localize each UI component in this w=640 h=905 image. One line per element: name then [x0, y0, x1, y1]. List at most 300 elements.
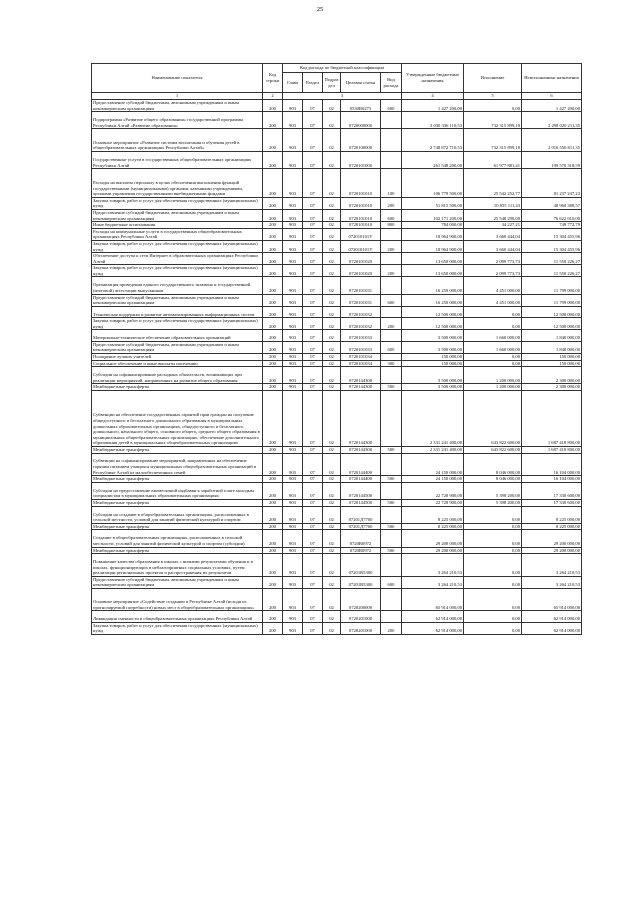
row-unexecuted: 15 304 455,96 [522, 240, 582, 252]
row-code: 200 [263, 482, 283, 499]
row-vid: 600 [381, 100, 402, 112]
index-2: 2 [263, 93, 283, 100]
row-target: 0720201000 [341, 611, 381, 622]
row-executed: 0,00 [464, 506, 522, 523]
row-target: 0720144300 [341, 384, 381, 391]
row-unexecuted: 62 914 000,00 [522, 611, 582, 622]
row-podrazdel: 02 [323, 228, 341, 240]
table-row [92, 129, 582, 152]
row-target: 0720144500 [341, 482, 381, 499]
table-row [92, 240, 582, 252]
row-code: 200 [263, 390, 283, 446]
row-target: 0720101031 [341, 294, 381, 306]
row-razdel: 07 [303, 306, 323, 317]
row-name: Предоставление субсидий бюджетным, автономным учреждениям и иным некоммерческим организациям [92, 341, 263, 353]
row-unexecuted: 3 264 210,53 [522, 554, 582, 577]
row-code: 200 [263, 129, 283, 152]
row-podrazdel: 02 [323, 506, 341, 523]
row-podrazdel: 02 [323, 588, 341, 611]
row-vid: 500 [381, 547, 402, 554]
row-target: 0720101000 [341, 151, 381, 168]
row-approved: 18 964 900,00 [402, 240, 464, 252]
row-name: Межбюджетные трансферты [92, 476, 263, 483]
row-glava: 903 [283, 169, 303, 198]
table-row [92, 306, 582, 317]
table-row [92, 169, 582, 198]
row-executed: 643 822 600,00 [464, 446, 522, 453]
row-razdel: 07 [303, 367, 323, 384]
row-podrazdel: 02 [323, 622, 341, 634]
row-code: 200 [263, 499, 283, 506]
row-target: 0720R0972 [341, 547, 381, 554]
row-target: 0720101032 [341, 318, 381, 330]
row-razdel: 07 [303, 294, 323, 306]
row-target: 0720101010 [341, 222, 381, 229]
row-approved: 106 779 500,00 [402, 169, 464, 198]
row-name: Межбюджетные трансферты [92, 384, 263, 391]
row-glava: 903 [283, 453, 303, 476]
row-unexecuted: 150 000,00 [522, 354, 582, 361]
row-target: 0720100000 [341, 129, 381, 152]
row-glava: 903 [283, 360, 303, 367]
row-code: 200 [263, 523, 283, 530]
row-podrazdel: 02 [323, 341, 341, 353]
row-unexecuted: 199 570 318,59 [522, 151, 582, 168]
row-executed: 732 315 899,18 [464, 129, 522, 152]
row-glava: 903 [283, 523, 303, 530]
row-executed: 1 660 000,00 [464, 330, 522, 341]
row-name: Субвенции на обеспечение государственных гарантий прав граждан на получение общедоступного и бесплатного дошкольного образования в муниципальных дошкольных образовательных организациях, общедоступного и бесплатного дошкольного, начального общего, основного общего, среднего общего образования в муниципальных общеобразовательных организациях, обеспечение дополнительного образования детей в муниципальных общеобразовательных организациях [92, 390, 263, 446]
row-approved: 24 150 000,00 [402, 476, 464, 483]
row-vid: 200 [381, 197, 402, 209]
row-code: 200 [263, 169, 283, 198]
row-glava: 903 [283, 306, 303, 317]
row-target: 0720201000 [341, 622, 381, 634]
row-target: 0720101010 [341, 209, 381, 221]
row-podrazdel: 02 [323, 209, 341, 221]
table-row [92, 384, 582, 391]
row-podrazdel: 02 [323, 151, 341, 168]
table-body [92, 100, 582, 635]
row-executed: 2 099 773,73 [464, 253, 522, 265]
row-code: 200 [263, 554, 283, 577]
row-executed: 5 398 200,00 [464, 499, 522, 506]
row-podrazdel: 02 [323, 453, 341, 476]
row-name: Субсидии на создание в общеобразовательных организациях, расположенных в сельской местности, условий для занятий физической культурой и спортом [92, 506, 263, 523]
row-glava: 903 [283, 112, 303, 129]
row-razdel: 07 [303, 209, 323, 221]
row-glava: 903 [283, 446, 303, 453]
row-podrazdel: 02 [323, 367, 341, 384]
row-name: Предоставление субсидий бюджетным, автономным учреждениям и иным некоммерческим организациям [92, 294, 263, 306]
row-podrazdel: 02 [323, 482, 341, 499]
row-vid [381, 228, 402, 240]
row-podrazdel: 02 [323, 384, 341, 391]
row-target: 0720101032 [341, 306, 381, 317]
row-podrazdel: 02 [323, 576, 341, 588]
row-glava: 903 [283, 228, 303, 240]
row-glava: 903 [283, 277, 303, 294]
row-unexecuted: 17 330 600,00 [522, 499, 582, 506]
row-executed: 1 660 000,00 [464, 341, 522, 353]
row-name: Создание в общеобразовательных организациях, расположенных в сельской местности, условий для занятий физической культурой и спортом (субсидии) [92, 530, 263, 547]
row-code: 200 [263, 222, 283, 229]
row-code: 200 [263, 209, 283, 221]
row-unexecuted: 11 550 226,27 [522, 265, 582, 277]
table-row [92, 523, 582, 530]
row-executed: 3 660 444,04 [464, 240, 522, 252]
row-glava: 903 [283, 390, 303, 446]
row-glava: 903 [283, 265, 303, 277]
row-razdel: 07 [303, 129, 323, 152]
row-podrazdel: 02 [323, 112, 341, 129]
row-executed: 643 822 600,00 [464, 390, 522, 446]
row-name: Материально-техническое обеспечение образовательных организаций [92, 330, 263, 341]
row-vid: 200 [381, 622, 402, 634]
table-row [92, 277, 582, 294]
row-razdel: 07 [303, 228, 323, 240]
row-glava: 903 [283, 100, 303, 112]
row-code: 200 [263, 100, 283, 112]
row-unexecuted: 81 237 247,23 [522, 169, 582, 198]
row-name: Поощрение лучших учителей [92, 354, 263, 361]
row-target: 0720144300 [341, 390, 381, 446]
row-approved: 3 030 336 110,53 [402, 112, 464, 129]
row-code: 200 [263, 547, 283, 554]
row-executed: 0,00 [464, 611, 522, 622]
row-approved: 3 264 210,53 [402, 554, 464, 577]
row-glava: 903 [283, 367, 303, 384]
row-razdel: 07 [303, 482, 323, 499]
row-podrazdel: 02 [323, 253, 341, 265]
row-code: 200 [263, 306, 283, 317]
row-unexecuted: 12 500 000,00 [522, 318, 582, 330]
row-executed: 0,00 [464, 318, 522, 330]
row-name: Межбюджетные трансферты [92, 523, 263, 530]
row-name: Основное мероприятие «Содействие созданию в Республике Алтай (исходя из прогнозируемой потребности) новых мест в общеобразовательных организациях» [92, 588, 263, 611]
row-glava: 903 [283, 330, 303, 341]
table-row [92, 294, 582, 306]
row-unexecuted: 749 772,79 [522, 222, 582, 229]
index-1: 1 [92, 93, 263, 100]
row-name: Субсидии на предоставление ежемесячной надбавки к заработной плате молодым специалистам в муниципальных образовательных организациях [92, 482, 263, 499]
row-approved: 1 427 200,00 [402, 100, 464, 112]
table-row [92, 499, 582, 506]
row-razdel: 07 [303, 222, 323, 229]
header-podrazdel: Подраз дел [323, 73, 341, 93]
row-approved: 29 200 000,00 [402, 530, 464, 547]
row-code: 200 [263, 354, 283, 361]
table-row [92, 222, 582, 229]
header-vid: Вид расхода [381, 73, 402, 93]
row-unexecuted: 11 799 000,00 [522, 294, 582, 306]
row-code: 200 [263, 360, 283, 367]
row-name: Закупка товаров, работ и услуг для обеспечения государственных (муниципальных) нужд [92, 197, 263, 209]
row-vid: 300 [381, 360, 402, 367]
table-row [92, 367, 582, 384]
row-razdel: 07 [303, 151, 323, 168]
row-unexecuted: 76 622 910,00 [522, 209, 582, 221]
row-approved: 2 331 241 400,00 [402, 390, 464, 446]
row-name: Субсидии на софинансирование расходных обязательств, возникающих при реализации мероприятий, направленных на развитие общего образования [92, 367, 263, 384]
row-glava: 903 [283, 341, 303, 353]
row-glava: 903 [283, 240, 303, 252]
row-approved: 3 264 210,53 [402, 576, 464, 588]
table-row [92, 253, 582, 265]
row-vid [381, 506, 402, 523]
row-podrazdel: 02 [323, 523, 341, 530]
row-code: 200 [263, 530, 283, 547]
row-razdel: 07 [303, 253, 323, 265]
row-unexecuted: 16 104 000,00 [522, 476, 582, 483]
row-target: 0720101020 [341, 265, 381, 277]
row-razdel: 07 [303, 476, 323, 483]
row-target: 07201R5300 [341, 554, 381, 577]
row-name: Закупка товаров, работ и услуг для обеспечения государственных (муниципальных) нужд [92, 318, 263, 330]
row-name: Закупка товаров, работ и услуг для обеспечения государственных (муниципальных) нужд [92, 622, 263, 634]
table-row [92, 482, 582, 499]
table-row [92, 341, 582, 353]
row-target: 072010101У [341, 228, 381, 240]
row-executed: 0,00 [464, 530, 522, 547]
row-razdel: 07 [303, 197, 323, 209]
row-unexecuted: 12 500 000,00 [522, 306, 582, 317]
row-executed: 3 660 444,04 [464, 228, 522, 240]
row-name: Обеспечение доступа к сети Интернет в образовательных организациях Республики Алтай [92, 253, 263, 265]
row-executed: 1 200 000,00 [464, 367, 522, 384]
row-approved: 13 650 000,00 [402, 265, 464, 277]
row-glava: 903 [283, 506, 303, 523]
row-vid [381, 482, 402, 499]
row-target: 0720144300 [341, 446, 381, 453]
row-approved: 62 914 000,00 [402, 622, 464, 634]
row-target: 0720101034 [341, 354, 381, 361]
row-razdel: 07 [303, 523, 323, 530]
row-podrazdel: 02 [323, 330, 341, 341]
row-razdel: 07 [303, 622, 323, 634]
row-target: 0720101031 [341, 277, 381, 294]
row-unexecuted: 65 914 000,00 [522, 588, 582, 611]
row-unexecuted: 62 914 000,00 [522, 622, 582, 634]
row-target: 07201Д7700 [341, 523, 381, 530]
row-podrazdel: 02 [323, 530, 341, 547]
row-unexecuted: 8 225 000,00 [522, 523, 582, 530]
row-razdel: 07 [303, 277, 323, 294]
row-name: Государственные услуги в государственных общеобразовательных организациях Республики Алтай [92, 151, 263, 168]
row-name: Предоставление субсидий бюджетным, автономным учреждениям и иным некоммерческим организациям [92, 100, 263, 112]
row-name: Межбюджетные трансферты [92, 547, 263, 554]
row-target: 0720144300 [341, 367, 381, 384]
row-executed: 1 200 000,00 [464, 384, 522, 391]
table-row [92, 506, 582, 523]
row-podrazdel: 02 [323, 129, 341, 152]
row-razdel: 07 [303, 530, 323, 547]
row-podrazdel: 02 [323, 499, 341, 506]
row-executed: 0,00 [464, 523, 522, 530]
row-podrazdel: 02 [323, 390, 341, 446]
row-approved: 8 225 000,00 [402, 523, 464, 530]
row-razdel: 07 [303, 318, 323, 330]
row-code: 200 [263, 476, 283, 483]
table-row [92, 453, 582, 476]
row-glava: 903 [283, 530, 303, 547]
row-target: 0720101010 [341, 197, 381, 209]
row-vid: 600 [381, 341, 402, 353]
row-executed: 34 227,21 [464, 222, 522, 229]
row-code: 200 [263, 277, 283, 294]
row-name: Закупка товаров, работ и услуг для обеспечения государственных (муниципальных) нужд [92, 265, 263, 277]
row-code: 200 [263, 294, 283, 306]
row-glava: 903 [283, 294, 303, 306]
row-target: 0720101034 [341, 360, 381, 367]
row-razdel: 07 [303, 554, 323, 577]
row-vid [381, 453, 402, 476]
row-vid: 600 [381, 576, 402, 588]
row-name: Расходы на коммунальные услуги в государственных общеобразовательных организациях Республики Алтай [92, 228, 263, 240]
row-approved: 24 150 000,00 [402, 453, 464, 476]
header-budget-class: Код расхода по бюджетной классификации [283, 64, 402, 73]
table-row [92, 530, 582, 547]
row-approved: 2 748 872 710,53 [402, 129, 464, 152]
row-name: Расходы на выплаты персоналу в целях обеспечения выполнения функций государственными (муниципальными) органами, казенными учреждениями, органами управления государственными внебюджетными фондами [92, 169, 263, 198]
row-name: Социальное обеспечение и иные выплаты населению [92, 360, 263, 367]
row-code: 200 [263, 318, 283, 330]
row-vid [381, 129, 402, 152]
row-podrazdel: 02 [323, 306, 341, 317]
row-vid [381, 277, 402, 294]
row-executed: 8 046 000,00 [464, 453, 522, 476]
row-executed: 0,00 [464, 554, 522, 577]
row-vid: 600 [381, 209, 402, 221]
row-razdel: 07 [303, 506, 323, 523]
row-target: 072010101У [341, 240, 381, 252]
row-code: 200 [263, 611, 283, 622]
row-glava: 903 [283, 151, 303, 168]
row-executed: 0,00 [464, 588, 522, 611]
row-target: 0720101010 [341, 169, 381, 198]
row-vid: 100 [381, 169, 402, 198]
row-executed: 0,00 [464, 360, 522, 367]
row-unexecuted: 2 298 020 211,35 [522, 112, 582, 129]
row-vid: 500 [381, 446, 402, 453]
row-vid [381, 588, 402, 611]
row-executed: 10 855 111,43 [464, 197, 522, 209]
index-6: 6 [522, 93, 582, 100]
row-approved: 13 650 000,00 [402, 253, 464, 265]
row-code: 200 [263, 622, 283, 634]
row-razdel: 07 [303, 588, 323, 611]
row-code: 200 [263, 151, 283, 168]
table-row [92, 390, 582, 446]
row-podrazdel: 02 [323, 100, 341, 112]
row-razdel: 07 [303, 100, 323, 112]
header-razdel: Раздел [303, 73, 323, 93]
row-target: 07201Д7700 [341, 506, 381, 523]
row-approved: 784 000,00 [402, 222, 464, 229]
row-approved: 22 728 900,00 [402, 482, 464, 499]
row-podrazdel: 02 [323, 265, 341, 277]
row-target: 0720144500 [341, 499, 381, 506]
row-vid: 500 [381, 499, 402, 506]
row-unexecuted: 3 264 210,53 [522, 576, 582, 588]
row-approved: 8 225 000,00 [402, 506, 464, 523]
row-target: 0720R0972 [341, 530, 381, 547]
row-vid [381, 367, 402, 384]
row-approved: 12 500 000,00 [402, 318, 464, 330]
row-approved: 65 914 000,00 [402, 588, 464, 611]
row-approved: 29 200 000,00 [402, 547, 464, 554]
row-code: 200 [263, 253, 283, 265]
row-vid: 500 [381, 523, 402, 530]
header-approved: Утвержденные бюджетные назначения [402, 64, 464, 93]
row-executed: 0,00 [464, 576, 522, 588]
row-unexecuted: 1 687 418 800,00 [522, 446, 582, 453]
row-podrazdel: 02 [323, 476, 341, 483]
row-name: Ликвидация сменности в общеобразовательных организациях Республики Алтай [92, 611, 263, 622]
row-podrazdel: 02 [323, 197, 341, 209]
row-unexecuted: 1 840 000,00 [522, 341, 582, 353]
row-unexecuted: 17 330 600,00 [522, 482, 582, 499]
row-approved: 2 331 241 400,00 [402, 446, 464, 453]
row-target: 0720200000 [341, 588, 381, 611]
row-code: 200 [263, 112, 283, 129]
row-glava: 903 [283, 622, 303, 634]
index-3: 3 [283, 93, 402, 100]
table-row [92, 209, 582, 221]
row-vid [381, 554, 402, 577]
row-glava: 903 [283, 222, 303, 229]
row-vid: 200 [381, 318, 402, 330]
row-glava: 903 [283, 209, 303, 221]
table-row [92, 360, 582, 367]
row-target: 0720101033 [341, 330, 381, 341]
row-executed: 4 451 000,00 [464, 294, 522, 306]
row-glava: 903 [283, 611, 303, 622]
row-approved: 3 500 000,00 [402, 341, 464, 353]
row-executed: 5 398 200,00 [464, 482, 522, 499]
row-razdel: 07 [303, 384, 323, 391]
row-name: Основное мероприятие «Развитие системы воспитания и обучения детей в общеобразовательных организациях Республики Алтай» [92, 129, 263, 152]
row-unexecuted: 2 300 000,00 [522, 367, 582, 384]
table-row [92, 576, 582, 588]
row-podrazdel: 02 [323, 547, 341, 554]
row-razdel: 07 [303, 330, 323, 341]
row-executed: 732 315 899,18 [464, 112, 522, 129]
row-razdel: 07 [303, 547, 323, 554]
row-approved: 12 500 000,00 [402, 306, 464, 317]
row-glava: 903 [283, 547, 303, 554]
row-vid: 200 [381, 240, 402, 252]
row-unexecuted: 1 687 418 800,00 [522, 390, 582, 446]
index-5: 5 [464, 93, 522, 100]
table-row [92, 476, 582, 483]
row-code: 200 [263, 446, 283, 453]
row-unexecuted: 11 550 226,27 [522, 253, 582, 265]
row-executed: 0,00 [464, 306, 522, 317]
row-unexecuted: 150 000,00 [522, 360, 582, 367]
index-4: 4 [402, 93, 464, 100]
row-executed: 25 548 290,00 [464, 209, 522, 221]
row-podrazdel: 02 [323, 446, 341, 453]
table-row [92, 446, 582, 453]
row-razdel: 07 [303, 499, 323, 506]
row-glava: 903 [283, 129, 303, 152]
row-code: 200 [263, 265, 283, 277]
row-approved: 16 250 000,00 [402, 294, 464, 306]
row-executed: 4 451 000,00 [464, 277, 522, 294]
row-glava: 903 [283, 318, 303, 330]
row-razdel: 07 [303, 354, 323, 361]
